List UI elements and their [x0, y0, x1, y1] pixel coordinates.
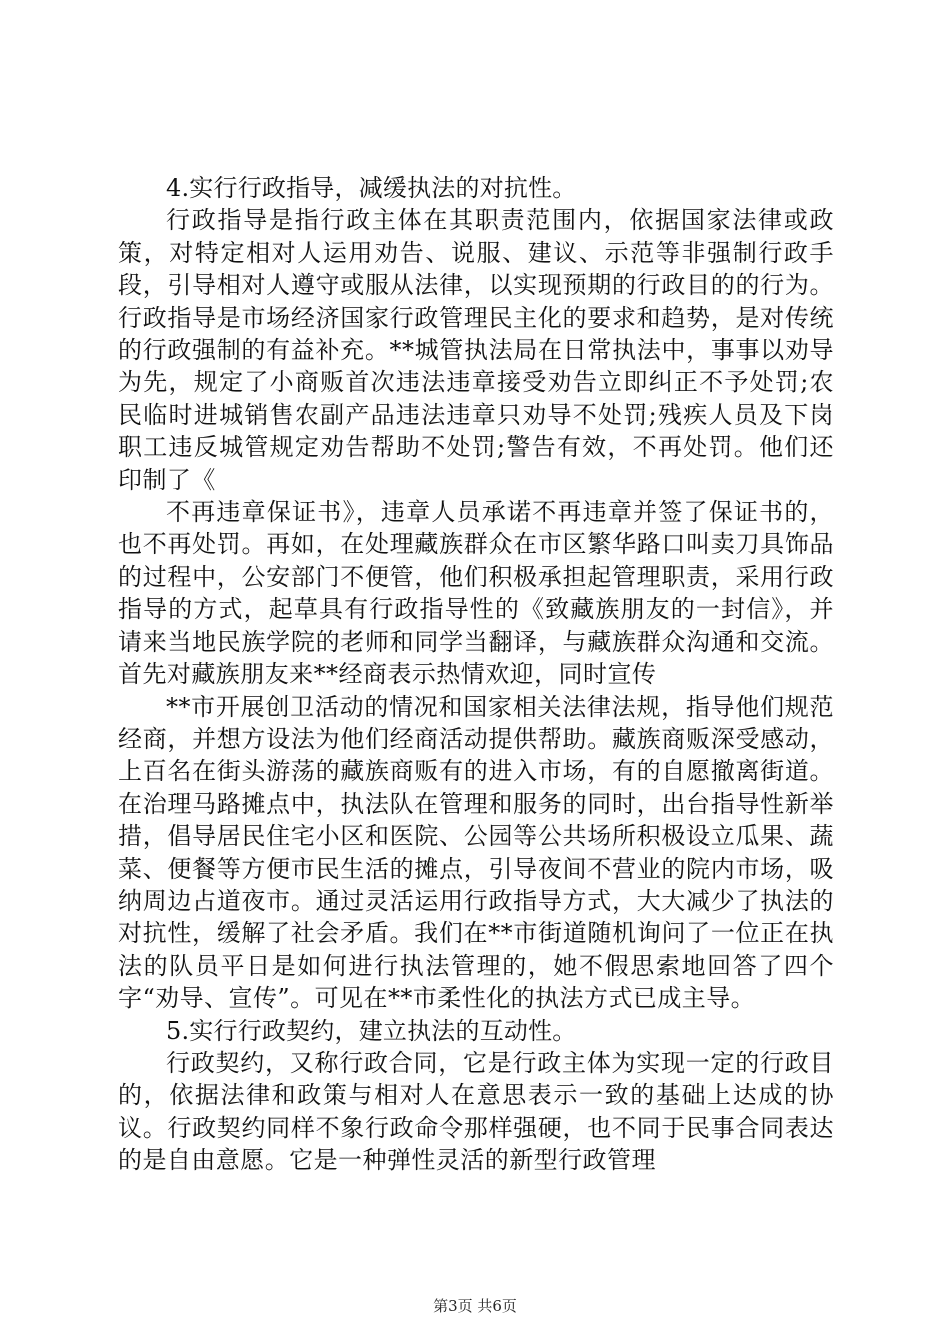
body-paragraph: 行政契约，又称行政合同，它是行政主体为实现一定的行政目的，依据法律和政策与相对人在意思表示一致的基础上达成的协议。行政契约同样不象行政命令那样强硬，也不同于民事合同表达的是自由意愿。它是一种弹性灵活的新型行政管理 — [118, 1048, 834, 1175]
body-paragraph: **市开展创卫活动的情况和国家相关法律法规，指导他们规范经商，并想方设法为他们经商活动提供帮助。藏族商贩深受感动，上百名在街头游荡的藏族商贩有的进入市场，有的自愿撤离街道。在治理马路摊点中，执法队在管理和服务的同时，出台指导性新举措，倡导居民住宅小区和医院、公园等公共场所积极设立瓜果、蔬菜、便餐等方便市民生活的摊点，引导夜间不营业的院内市场，吸纳周边占道夜市。通过灵活运用行政指导方式，大大减少了执法的对抗性，缓解了社会矛盾。我们在**市街道随机询问了一位正在执法的队员平日是如何进行执法管理的，她不假思索地回答了四个字“劝导、宣传”。可见在**市柔性化的执法方式已成主导。 — [118, 692, 834, 1013]
section-heading-4: 4.实行行政指导，减缓执法的对抗性。 — [166, 174, 577, 202]
body-paragraph: 行政指导是指行政主体在其职责范围内，依据国家法律或政策，对特定相对人运用劝告、说服、建议、示范等非强制行政手段，引导相对人遵守或服从法律，以实现预期的行政目的的行为。行政指导是市场经济国家行政管理民主化的要求和趋势，是对传统的行政强制的有益补充。**城管执法局在日常执法中，事事以劝导为先，规定了小商贩首次违法违章接受劝告立即纠正不予处罚;农民临时进城销售农副产品违法违章只劝导不处罚;残疾人员及下岗职工违反城管规定劝告帮助不处罚;警告有效，不再处罚。他们还印制了《 — [118, 206, 834, 494]
section-heading-5: 5.实行行政契约，建立执法的互动性。 — [166, 1016, 577, 1045]
body-paragraph: 不再违章保证书》，违章人员承诺不再违章并签了保证书的，也不再处罚。再如，在处理藏族群众在市区繁华路口叫卖刀具饰品的过程中，公安部门不便管，他们积极承担起管理职责，采用行政指导的方式，起草具有行政指导性的《致藏族朋友的一封信》，并请来当地民族学院的老师和同学当翻译，与藏族群众沟通和交流。首先对藏族朋友来**经商表示热情欢迎，同时宣传 — [118, 498, 834, 689]
document-body — [118, 172, 834, 1177]
page-number-footer: 第3页 共6页 — [433, 1297, 517, 1315]
